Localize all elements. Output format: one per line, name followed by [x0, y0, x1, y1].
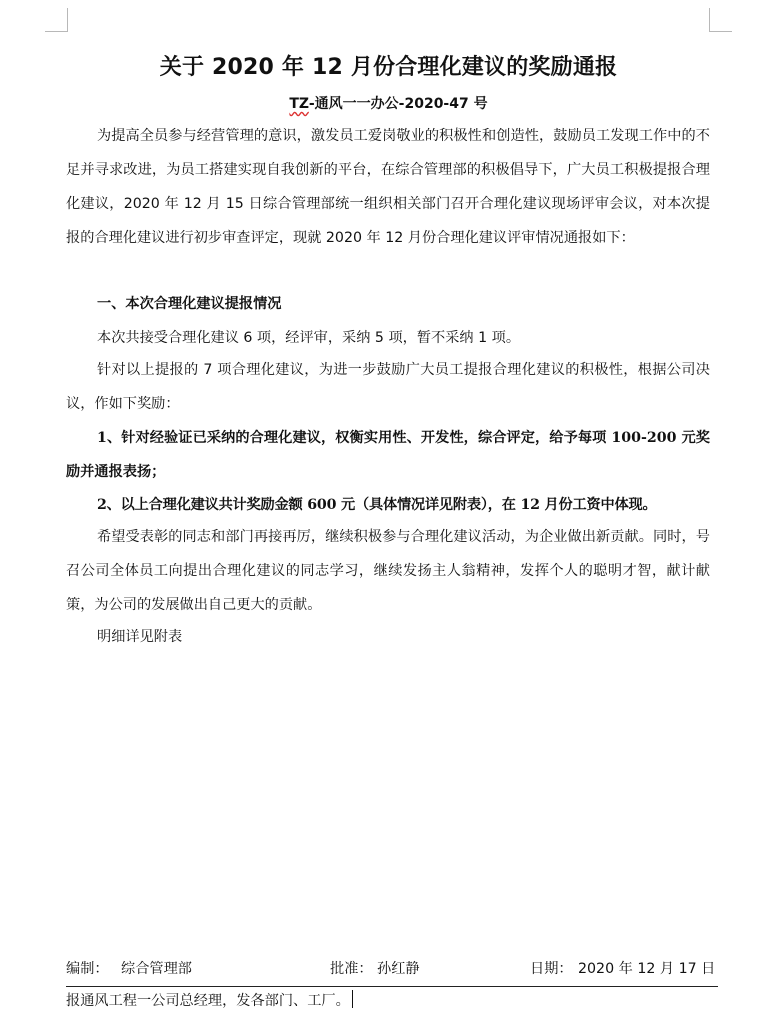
reward-item-1: 1、针对经验证已采纳的合理化建议，权衡实用性、开发性，综合评定，给予每项 100-200 元奖励并通报表扬；	[66, 430, 710, 480]
crop-mark-top-left	[45, 8, 68, 32]
date-label: 日期：	[530, 961, 573, 977]
document-number	[0, 93, 777, 113]
compiler-value: 综合管理部	[121, 961, 192, 977]
appendix-note: 明细详见附表	[97, 629, 183, 645]
distribution-line[interactable]	[66, 990, 353, 1010]
intro-paragraph: 为提高全员参与经营管理的意识，激发员工爱岗敬业的积极性和创造性，鼓励员工发现工作中的不足并寻求改进，为员工搭建实现自我创新的平台，在综合管理部的积极倡导下，广大员工积极提报合理化建议，2020 年 12 月 15 日综合管理部统一组织相关部门召开合理化建议现场评审会议，对本次提报的合理化建议进行初步审查评定，现就 2020 年 12 月份合理化建议评审情况通报如下：	[66, 128, 710, 246]
document-title: 关于 2020 年 12 月份合理化建议的奖励通报	[159, 55, 618, 80]
distribution-text: 报通风工程一公司总经理，发各部门、工厂。	[66, 993, 350, 1009]
date-value: 2020 年 12 月 17 日	[578, 961, 716, 977]
text-cursor	[352, 990, 353, 1008]
document-number-prefix: TZ	[289, 96, 309, 112]
section1-heading: 一、本次合理化建议提报情况	[97, 296, 282, 312]
document-number-rest: -通风一一办公-2020-47 号	[308, 96, 488, 112]
footer-rule	[66, 986, 718, 987]
crop-mark-top-right	[709, 8, 732, 32]
compiler-label: 编制：	[66, 961, 109, 977]
approver-label: 批准：	[330, 961, 373, 977]
reward-item-2: 2、以上合理化建议共计奖励金额 600 元（具体情况详见附表），在 12 月份工资中体现。	[97, 497, 657, 513]
decision-paragraph: 针对以上提报的 7 项合理化建议，为进一步鼓励广大员工提报合理化建议的积极性，根据公司决议，作如下奖励：	[66, 362, 710, 412]
closing-paragraph: 希望受表彰的同志和部门再接再厉，继续积极参与合理化建议活动，为企业做出新贡献。同时，号召公司全体员工向提出合理化建议的同志学习，继续发扬主人翁精神，发挥个人的聪明才智，献计献策，为公司的发展做出自己更大的贡献。	[66, 529, 710, 613]
approver-value: 孙红静	[377, 961, 420, 977]
section1-body: 本次共接受合理化建议 6 项，经评审，采纳 5 项，暂不采纳 1 项。	[97, 330, 521, 346]
